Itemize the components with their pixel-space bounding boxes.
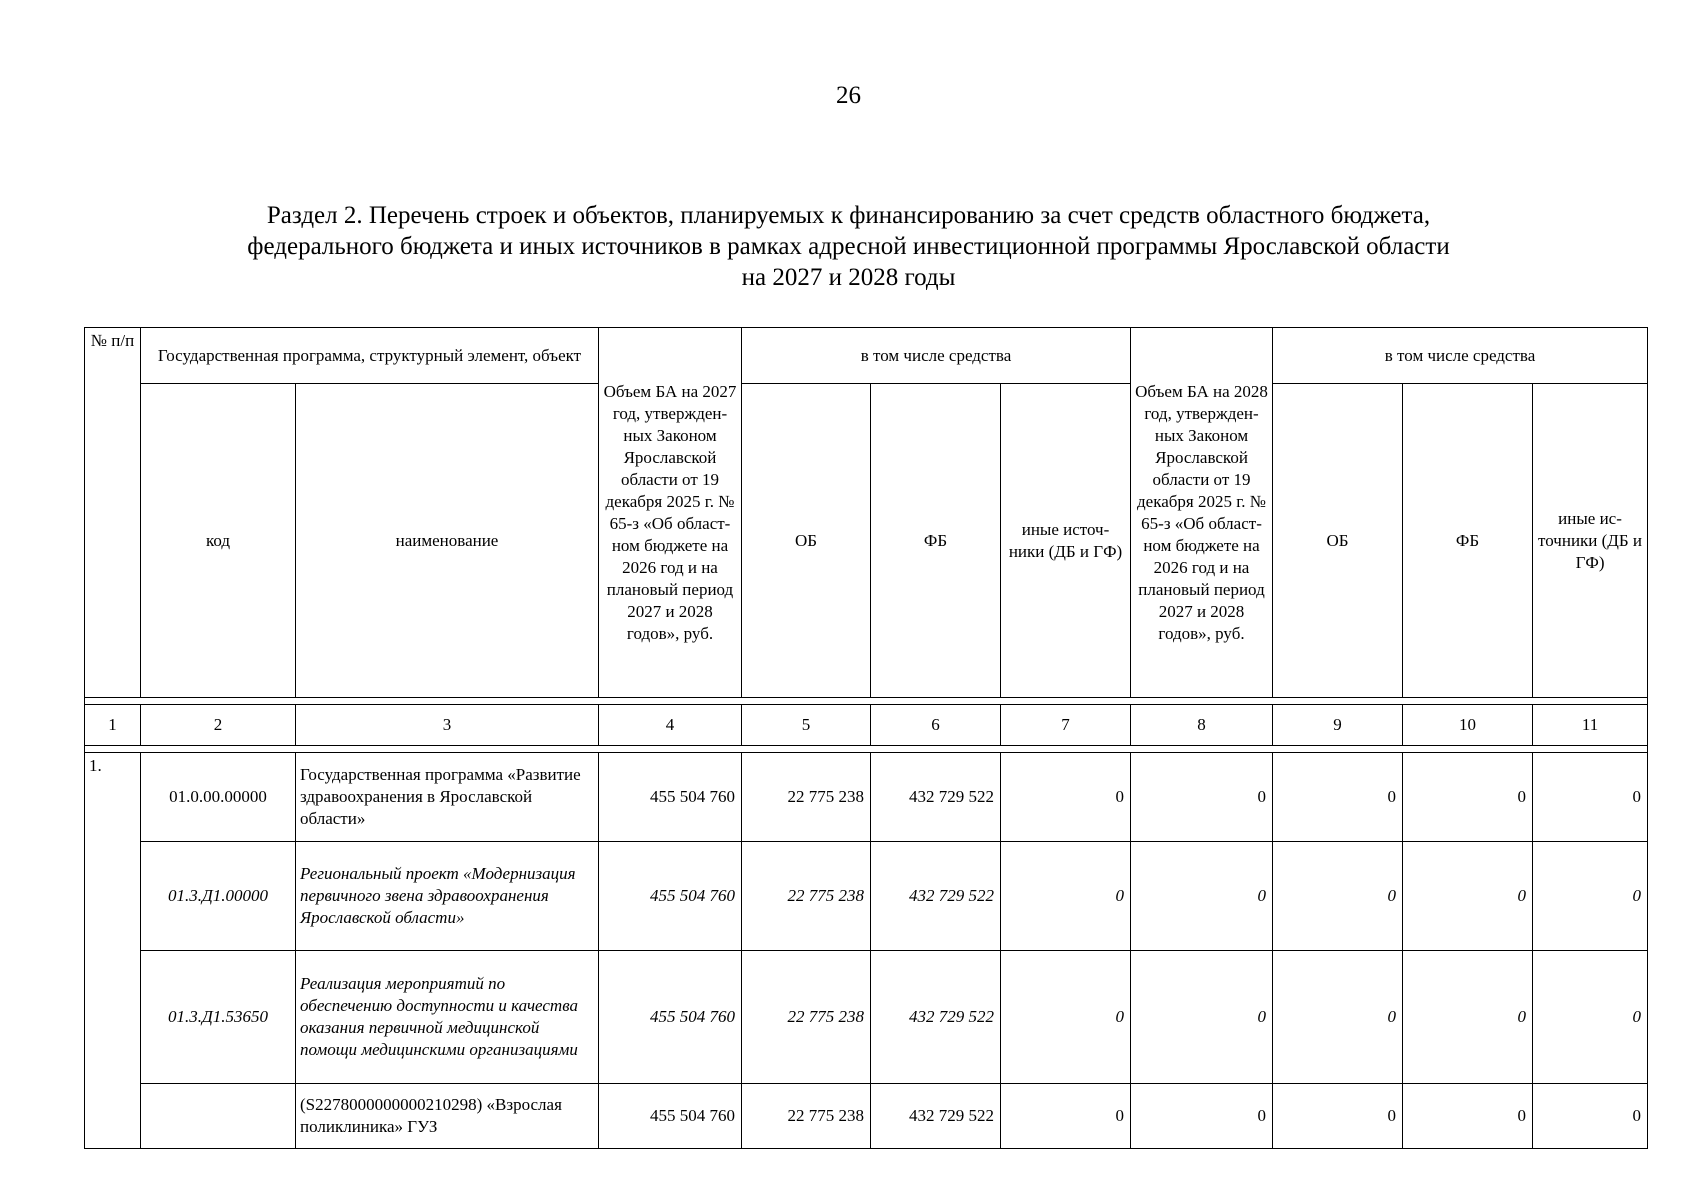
column-number: 4 [599,705,742,746]
row-ob2: 0 [1273,753,1403,842]
table-row [85,842,1648,951]
table-row [85,1084,1648,1149]
row-other2: 0 [1533,753,1648,842]
header-volume-2028: Объем БА на 2028 год, утвержден-ных Законом Ярославской области от 19 декабря 2025 г. № 65-з «Об област-ном бюджете на 2026 год и на плановый период 2027 и 2028 годов», руб. [1131,328,1273,698]
row-ob2: 0 [1273,842,1403,951]
header-incl-2027: в том числе средства [742,328,1131,384]
row-fb2: 0 [1403,1084,1533,1149]
header-num: № п/п [85,328,141,698]
row-fb: 432 729 522 [871,1084,1001,1149]
header-other-2027: иные источ-ники (ДБ и ГФ) [1001,384,1131,698]
row-code [141,1084,296,1149]
row-v2028: 0 [1131,951,1273,1084]
title-line: федерального бюджета и иных источников в рамках адресной инвестиционной программы Ярославской области [247,233,1450,260]
header-fb-2027: ФБ [871,384,1001,698]
row-fb: 432 729 522 [871,951,1001,1084]
row-num: 1. [85,753,141,1149]
row-v2027: 455 504 760 [599,842,742,951]
header-incl-2028: в том числе средства [1273,328,1648,384]
row-ob2: 0 [1273,1084,1403,1149]
row-other: 0 [1001,951,1131,1084]
column-number: 7 [1001,705,1131,746]
row-name: Государственная программа «Развитие здравоохранения в Ярославской области» [296,753,599,842]
row-other2: 0 [1533,842,1648,951]
column-number: 2 [141,705,296,746]
row-name: Реализация мероприятий по обеспечению доступности и качества оказания первичной медицинской помощи медицинскими организациями [296,951,599,1084]
row-code: 01.0.00.00000 [141,753,296,842]
row-v2027: 455 504 760 [599,753,742,842]
column-number: 8 [1131,705,1273,746]
row-fb2: 0 [1403,951,1533,1084]
row-fb: 432 729 522 [871,842,1001,951]
row-v2028: 0 [1131,842,1273,951]
header-other-2028: иные ис-точники (ДБ и ГФ) [1533,384,1648,698]
column-number: 9 [1273,705,1403,746]
row-other2: 0 [1533,951,1648,1084]
row-ob: 22 775 238 [742,1084,871,1149]
column-number: 1 [85,705,141,746]
column-number: 10 [1403,705,1533,746]
header-volume-2027: Объем БА на 2027 год, утвержден-ных Законом Ярославской области от 19 декабря 2025 г. № 65-з «Об област-ном бюджете на 2026 год и на плановый период 2027 и 2028 годов», руб. [599,328,742,698]
row-v2027: 455 504 760 [599,951,742,1084]
row-fb: 432 729 522 [871,753,1001,842]
column-number: 6 [871,705,1001,746]
column-number: 11 [1533,705,1648,746]
header-fb-2028: ФБ [1403,384,1533,698]
row-name: Региональный проект «Модернизация первичного звена здравоохранения Ярославской области» [296,842,599,951]
row-fb2: 0 [1403,842,1533,951]
header-ob-2027: ОБ [742,384,871,698]
row-v2027: 455 504 760 [599,1084,742,1149]
row-ob: 22 775 238 [742,951,871,1084]
column-number: 5 [742,705,871,746]
row-other: 0 [1001,1084,1131,1149]
column-number: 3 [296,705,599,746]
row-name: (S2278000000000210298) «Взрослая поликлиника» ГУЗ [296,1084,599,1149]
row-code: 01.3.Д1.00000 [141,842,296,951]
header-ob-2028: ОБ [1273,384,1403,698]
header-code: код [141,384,296,698]
table-row [85,753,1648,842]
row-v2028: 0 [1131,1084,1273,1149]
header-program: Государственная программа, структурный элемент, объект [141,328,599,384]
row-other: 0 [1001,842,1131,951]
section-title [100,200,1597,293]
row-other2: 0 [1533,1084,1648,1149]
table-row [85,951,1648,1084]
row-other: 0 [1001,753,1131,842]
row-ob2: 0 [1273,951,1403,1084]
investment-table [84,327,1648,1149]
header-name: наименование [296,384,599,698]
row-code: 01.3.Д1.53650 [141,951,296,1084]
row-v2028: 0 [1131,753,1273,842]
row-ob: 22 775 238 [742,753,871,842]
title-line: на 2027 и 2028 годы [741,264,956,291]
page-number: 26 [836,82,861,109]
title-line: Раздел 2. Перечень строек и объектов, планируемых к финансированию за счет средств областного бюджета, [266,202,1431,229]
row-fb2: 0 [1403,753,1533,842]
column-number-row [85,705,1648,746]
row-ob: 22 775 238 [742,842,871,951]
